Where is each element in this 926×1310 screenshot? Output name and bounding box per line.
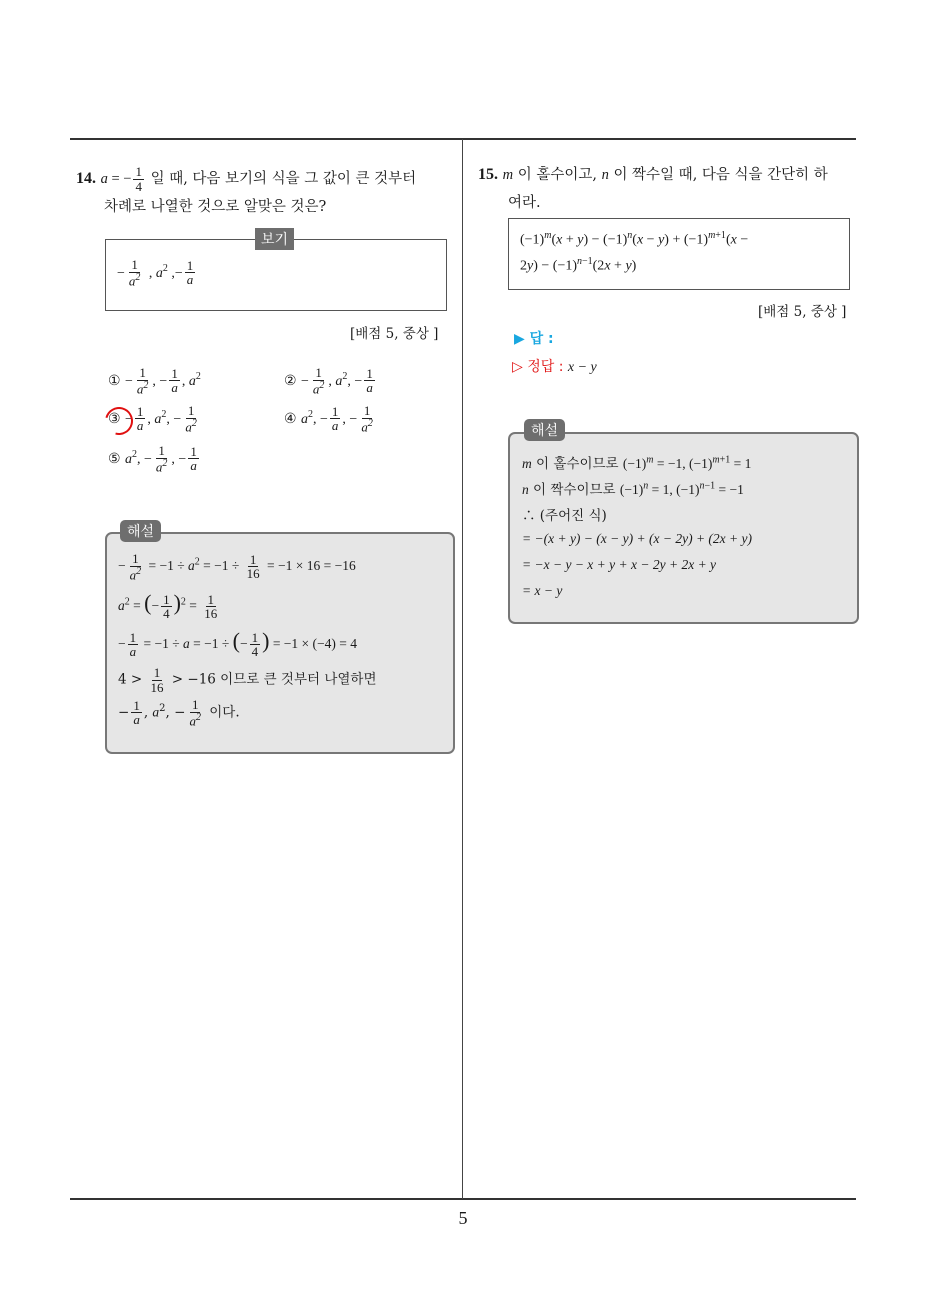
solution-line-6: = x − y (522, 583, 563, 598)
expression-box (508, 218, 850, 290)
solution-line-4: = −(x + y) − (x − y) + (x − 2y) + (2x + y) (522, 531, 753, 546)
bottom-rule (70, 1198, 856, 1200)
bogi-label: 보기 (255, 228, 294, 250)
solution-label: 해설 (120, 520, 161, 542)
question-number: 14. (76, 170, 96, 187)
solution-line-5: = −x − y − x + y + x − 2y + 2x + y (522, 557, 717, 572)
solution-line-2: $a^2$ = (− $\frac{1}{4}$ )$^2$ = $\frac{1}{16}$ (118, 590, 218, 622)
page-number: 5 (458, 1208, 468, 1228)
question-14: 14. a = − $\frac{1}{4}$ 일 때, 다음 보기의 식을 그 값이 큰 것부터 차례로 나열한 것으로 알맞은 것은? (76, 163, 417, 216)
fraction: $\frac{1}{4}$ (135, 163, 142, 194)
score-label: [배점 5, 중상 ] (350, 326, 439, 342)
expression-line-2: $2y) - (-1)^{n-1}(2x + y)$ (520, 256, 637, 274)
top-rule (70, 138, 856, 140)
question-15: 15. m 이 홀수이고, n 이 짝수일 때, 다음 식을 간단히 하 여라. (478, 166, 828, 212)
solution-line-2: n 이 짝수이므로 $(-1)^n = 1$, $(-1)^{n-1} = -1$ (522, 480, 744, 498)
score-label: [배점 5, 중상 ] (758, 304, 847, 320)
solution-line-1: − $\frac{1}{a^2}$ = $-1 \div a^2 = -1$ ÷ $\frac{1}{16}$ = −1 × 16 = −16 (118, 551, 356, 582)
correct-answer: ▷ 정답 : x − y (512, 359, 597, 375)
bogi-expressions: − $\frac{1}{a^2}$ , $a^2$ ,− $\frac{1}{a}$ (117, 257, 194, 288)
math-a: a (100, 171, 108, 187)
choice-3[interactable]: ③ − $\frac{1}{a}$ , $a^2$, − $\frac{1}{a^2}$ (108, 403, 197, 434)
question-stem-line2: 차례로 나열한 것으로 알맞은 것은? (104, 199, 327, 216)
question-number: 15. (478, 166, 498, 183)
choice-1[interactable]: ① − $\frac{1}{a^2}$ , − $\frac{1}{a}$ , $a^2$ (108, 365, 201, 396)
choice-2[interactable]: ② − $\frac{1}{a^2}$ , $a^2$, − $\frac{1}{a}$ (284, 365, 373, 396)
solution-line-1: m 이 홀수이므로 $(-1)^m = -1$, $(-1)^{m+1} = 1$ (522, 454, 752, 472)
question-stem: 일 때, 다음 보기의 식을 그 값이 큰 것부터 (150, 171, 417, 187)
solution-line-5: − $\frac{1}{a}$ , $a^2$, − $\frac{1}{a^2}$ 이다. (118, 697, 240, 728)
choice-5[interactable]: ⑤ $a^2$, − $\frac{1}{a^2}$ , − $\frac{1}{a}$ (108, 443, 197, 474)
column-divider (462, 139, 463, 1199)
choice-4[interactable]: ④ $a^2$, − $\frac{1}{a}$ , − $\frac{1}{a^2}$ (284, 403, 373, 434)
solution-label: 해설 (524, 419, 565, 441)
expression-line-1: $(-1)^m(x + y) - (-1)^n(x - y) + (-1)^{m+1}(x$ − (520, 230, 749, 248)
answer-input-label[interactable]: ▶ 답 : (514, 331, 554, 347)
solution-line-3: − $\frac{1}{a}$ = −1 ÷ a = −1 ÷ (− $\frac{1}{4}$ ) = −1 × (−4) = 4 (118, 628, 357, 660)
solution-line-4: 4 > $\frac{1}{16}$ > −16 이므로 큰 것부터 나열하면 (118, 665, 377, 695)
solution-line-3: ∴ (주어진 식) (522, 508, 607, 524)
